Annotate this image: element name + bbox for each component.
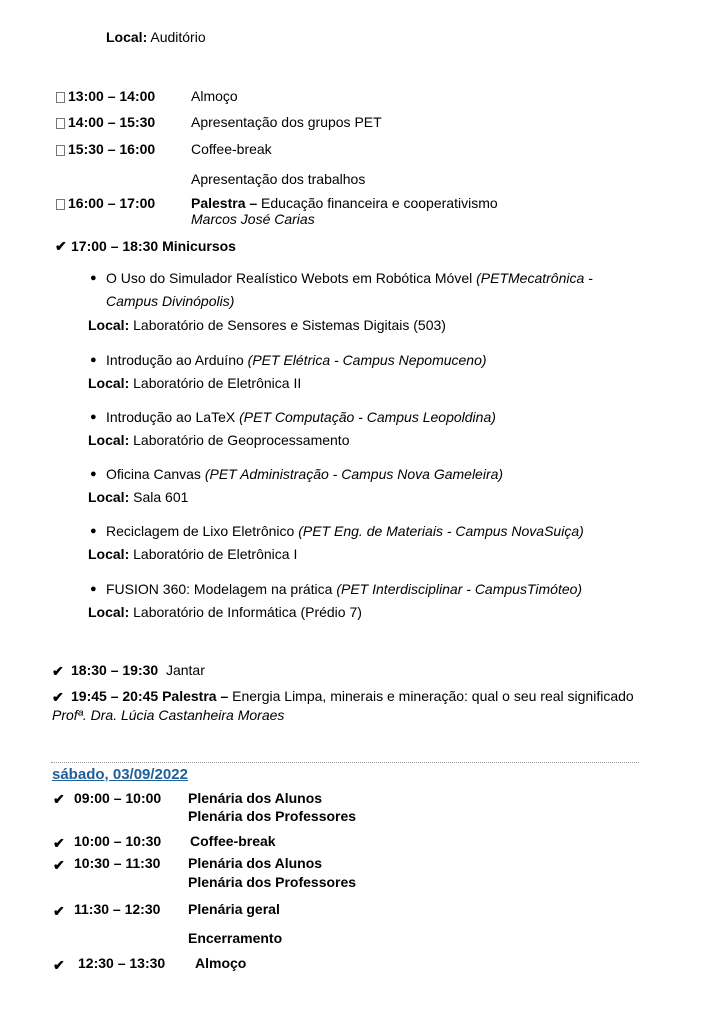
checkmark-icon: ✔ [52, 689, 64, 705]
checkmark-icon: ✔ [53, 791, 65, 807]
course-local-value: Laboratório de Eletrônica I [133, 546, 298, 562]
schedule-desc: Plenária geral [188, 901, 280, 917]
course-local [88, 489, 188, 505]
palestra-label: Palestra – [191, 195, 258, 211]
bullet-icon: ● [90, 354, 97, 366]
speaker-name: Profª. Dra. Lúcia Castanheira Moraes [52, 707, 285, 723]
course-local [88, 546, 297, 562]
schedule-desc: Jantar [165, 662, 205, 678]
course-local [88, 375, 301, 391]
saturday-date-heading: sábado, 03/09/2022 [52, 766, 188, 783]
bullet-icon: ● [90, 411, 97, 423]
schedule-desc: Apresentação dos grupos PET [191, 114, 382, 130]
schedule-time: 14:00 – 15:30 [68, 114, 156, 130]
schedule-desc: Coffee-break [191, 141, 272, 157]
schedule-time: 10:30 – 11:30 [74, 855, 161, 871]
schedule-time: 09:00 – 10:00 [74, 790, 162, 806]
schedule-desc: Plenária dos Professores [188, 874, 357, 890]
palestra-title: Educação financeira e cooperativismo [257, 195, 498, 211]
palestra-label: Palestra – [162, 688, 229, 704]
jantar-row [71, 662, 205, 678]
course-title [106, 581, 582, 597]
bullet-icon: ● [90, 525, 97, 537]
course-org: (PET Administração - Campus Nova Gameleira) [204, 466, 504, 482]
schedule-desc: Coffee-break [190, 833, 276, 849]
course-local-label: Local: [88, 489, 130, 505]
checkmark-icon: ✔ [53, 957, 65, 973]
schedule-time: 18:30 – 19:30 [71, 662, 159, 678]
checkmark-icon: ✔ [55, 238, 67, 254]
course-name: Introdução ao LaTeX [106, 409, 236, 425]
course-org: (PET Interdisciplinar - CampusTimóteo) [336, 581, 583, 597]
course-title [106, 352, 487, 368]
checkmark-icon: ✔ [53, 835, 65, 851]
course-local [88, 432, 349, 448]
course-local-value: Laboratório de Eletrônica II [133, 375, 302, 391]
course-title [106, 270, 593, 286]
schedule-desc: Apresentação dos trabalhos [191, 171, 366, 187]
course-title [106, 466, 503, 482]
course-name: FUSION 360: Modelagem na prática [106, 581, 333, 597]
course-local [88, 604, 362, 620]
course-title [106, 523, 584, 539]
schedule-time: 13:00 – 14:00 [68, 88, 156, 104]
schedule-time: 19:45 – 20:45 [71, 688, 159, 704]
schedule-desc: Encerramento [188, 930, 283, 946]
course-name: O Uso do Simulador Realístico Webots em Robótica Móvel [106, 270, 473, 286]
schedule-desc [191, 195, 498, 211]
palestra2-row [71, 688, 634, 704]
bullet-icon: ● [90, 583, 97, 595]
schedule-time: 12:30 – 13:30 [78, 955, 166, 971]
course-local-label: Local: [88, 317, 130, 333]
course-org: Campus Divinópolis) [106, 293, 235, 309]
checkmark-icon: ✔ [53, 857, 65, 873]
course-name: Oficina Canvas [106, 466, 201, 482]
course-org: (PETMecatrônica - [476, 270, 593, 286]
checkmark-icon: ✔ [53, 903, 65, 919]
schedule-desc: Plenária dos Alunos [188, 790, 323, 806]
schedule-time: 10:00 – 10:30 [74, 833, 162, 849]
schedule-desc: Plenária dos Alunos [188, 855, 323, 871]
course-org: (PET Eng. de Materiais - Campus NovaSuiça) [298, 523, 584, 539]
section-divider [51, 762, 639, 763]
course-local-value: Sala 601 [133, 489, 189, 505]
course-local-value: Laboratório de Sensores e Sistemas Digitais (503) [133, 317, 446, 333]
empty-checkbox-icon [56, 199, 65, 210]
schedule-desc: Almoço [195, 955, 247, 971]
course-local-label: Local: [88, 375, 130, 391]
course-title [106, 409, 496, 425]
schedule-desc: Plenária dos Professores [188, 808, 357, 824]
bullet-icon: ● [90, 272, 97, 284]
top-local-value: Auditório [150, 29, 206, 45]
minicursos-header: 17:00 – 18:30 Minicursos [71, 238, 236, 254]
schedule-time: 15:30 – 16:00 [68, 141, 156, 157]
empty-checkbox-icon [56, 92, 65, 103]
schedule-time: 11:30 – 12:30 [74, 901, 161, 917]
palestra-title: Energia Limpa, minerais e mineração: qual o seu real significado [228, 688, 634, 704]
course-local-value: Laboratório de Informática (Prédio 7) [133, 604, 362, 620]
empty-checkbox-icon [56, 145, 65, 156]
schedule-time: 16:00 – 17:00 [68, 195, 156, 211]
top-local [106, 29, 206, 45]
course-name: Introdução ao Arduíno [106, 352, 244, 368]
checkmark-icon: ✔ [52, 663, 64, 679]
empty-checkbox-icon [56, 118, 65, 129]
course-org: (PET Elétrica - Campus Nepomuceno) [247, 352, 487, 368]
speaker-name: Marcos José Carias [191, 211, 315, 227]
course-local-label: Local: [88, 432, 130, 448]
course-name: Reciclagem de Lixo Eletrônico [106, 523, 295, 539]
schedule-desc: Almoço [191, 88, 238, 104]
top-local-label: Local: [106, 29, 148, 45]
course-local-label: Local: [88, 546, 130, 562]
bullet-icon: ● [90, 468, 97, 480]
course-local-value: Laboratório de Geoprocessamento [133, 432, 350, 448]
course-org: (PET Computação - Campus Leopoldina) [239, 409, 496, 425]
course-local [88, 317, 446, 333]
course-local-label: Local: [88, 604, 130, 620]
